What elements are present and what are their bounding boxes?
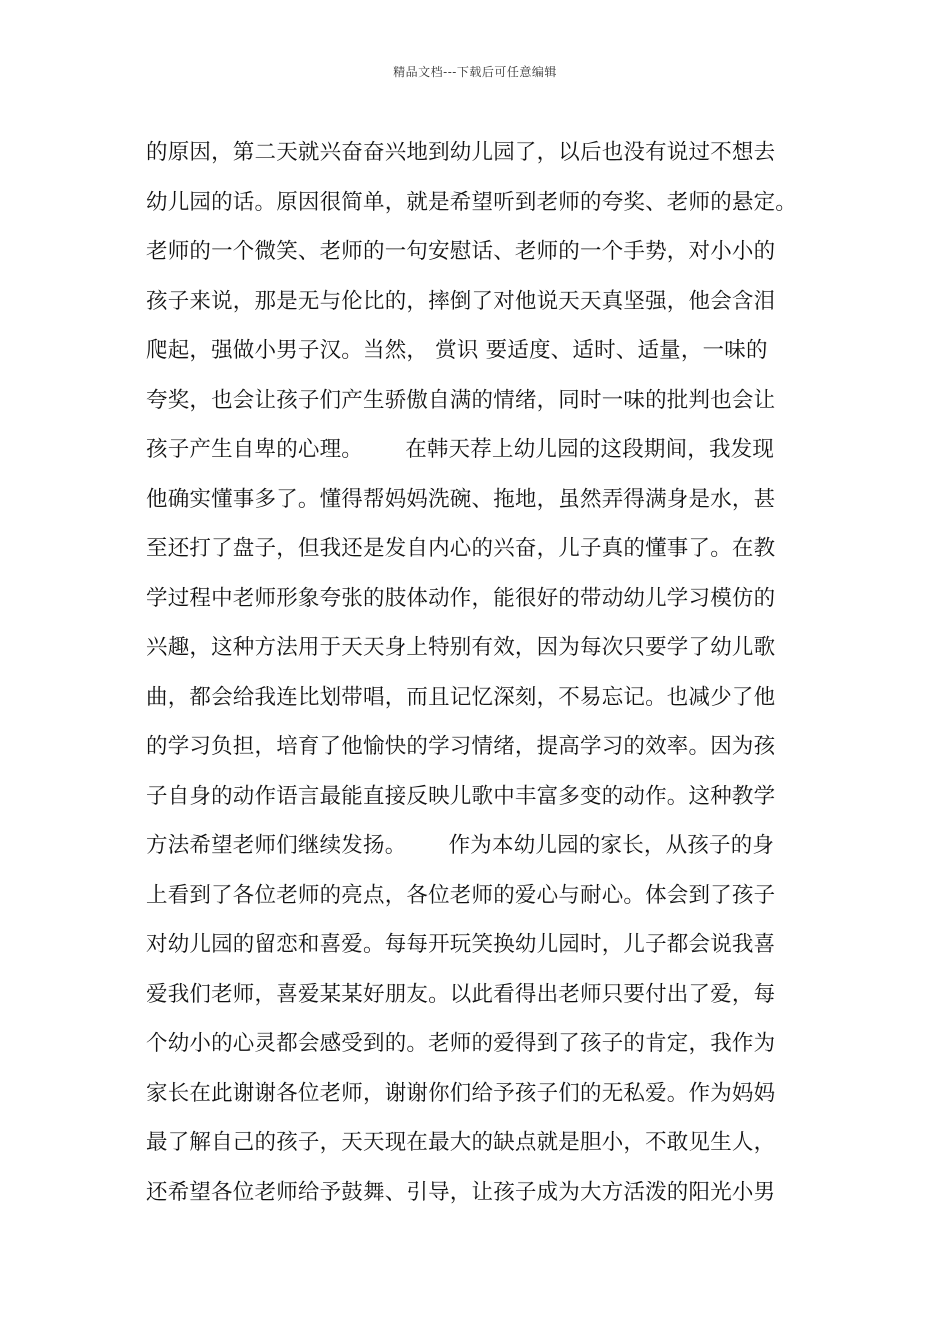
- text-line: 爬起，强做小男子汉。当然， 赏识 要适度、适时、适量，一味的: [146, 338, 768, 363]
- document-body: [146, 128, 826, 1217]
- text-line: 上看到了各位老师的亮点，各位老师的爱心与耐心。体会到了孩子: [146, 882, 776, 908]
- text-line: 学过程中老师形象夸张的肢体动作，能很好的带动幼儿学习模仿的: [146, 585, 776, 611]
- text-line: 个幼小的心灵都会感受到的。老师的爱得到了孩子的肯定，我作为: [146, 1031, 776, 1056]
- text-line: 曲，都会给我连比划带唱，而且记忆深刻，不易忘记。也减少了他: [146, 684, 776, 710]
- text-line: 老师的一个微笑、老师的一句安慰话、老师的一个手势，对小小的: [146, 239, 776, 264]
- text-line: 他确实懂事多了。懂得帮妈妈洗碗、拖地，虽然弄得满身是水，甚: [146, 486, 776, 512]
- text-line: 方法希望老师们继续发扬。 作为本幼儿园的家长，从孩子的身: [146, 833, 775, 858]
- text-line: 还希望各位老师给予鼓舞、引导，让孩子成为大方活泼的阳光小男: [146, 1179, 776, 1205]
- text-line: 最了解自己的孩子，天天现在最大的缺点就是胆小，不敢见生人，: [146, 1130, 776, 1155]
- page-header: 精品文档---下载后可任意编辑: [393, 65, 557, 79]
- text-line: 爱我们老师，喜爱某某好朋友。以此看得出老师只要付出了爱，每: [146, 981, 776, 1007]
- text-line: 兴趣，这种方法用于天天身上特别有效，因为每次只要学了幼儿歌: [146, 635, 776, 660]
- text-line: 的学习负担，培育了他愉快的学习情绪，提高学习的效率。因为孩: [146, 734, 776, 759]
- text-line: 子自身的动作语言最能直接反映儿歌中丰富多变的动作。这种教学: [146, 783, 776, 809]
- text-line: 对幼儿园的留恋和喜爱。每每开玩笑换幼儿园时，儿子都会说我喜: [146, 932, 776, 957]
- text-line: 孩子来说，那是无与伦比的，摔倒了对他说天天真坚强，他会含泪: [146, 288, 776, 314]
- text-line: 夸奖，也会让孩子们产生骄傲自满的情绪，同时一味的批判也会让: [146, 387, 776, 413]
- text-line: 孩子产生自卑的心理。 在韩天荐上幼儿园的这段期间，我发现: [146, 437, 775, 462]
- text-line: 的原因，第二天就兴奋奋兴地到幼儿园了，以后也没有说过不想去: [146, 140, 776, 165]
- text-line: 家长在此谢谢各位老师，谢谢你们给予孩子们的无私爱。作为妈妈: [146, 1080, 776, 1106]
- text-line: 至还打了盘子，但我还是发自内心的兴奋，儿子真的懂事了。在教: [146, 536, 776, 561]
- text-line: 幼儿园的话。原因很简单，就是希望听到老师的夸奖、老师的悬定。: [146, 189, 798, 215]
